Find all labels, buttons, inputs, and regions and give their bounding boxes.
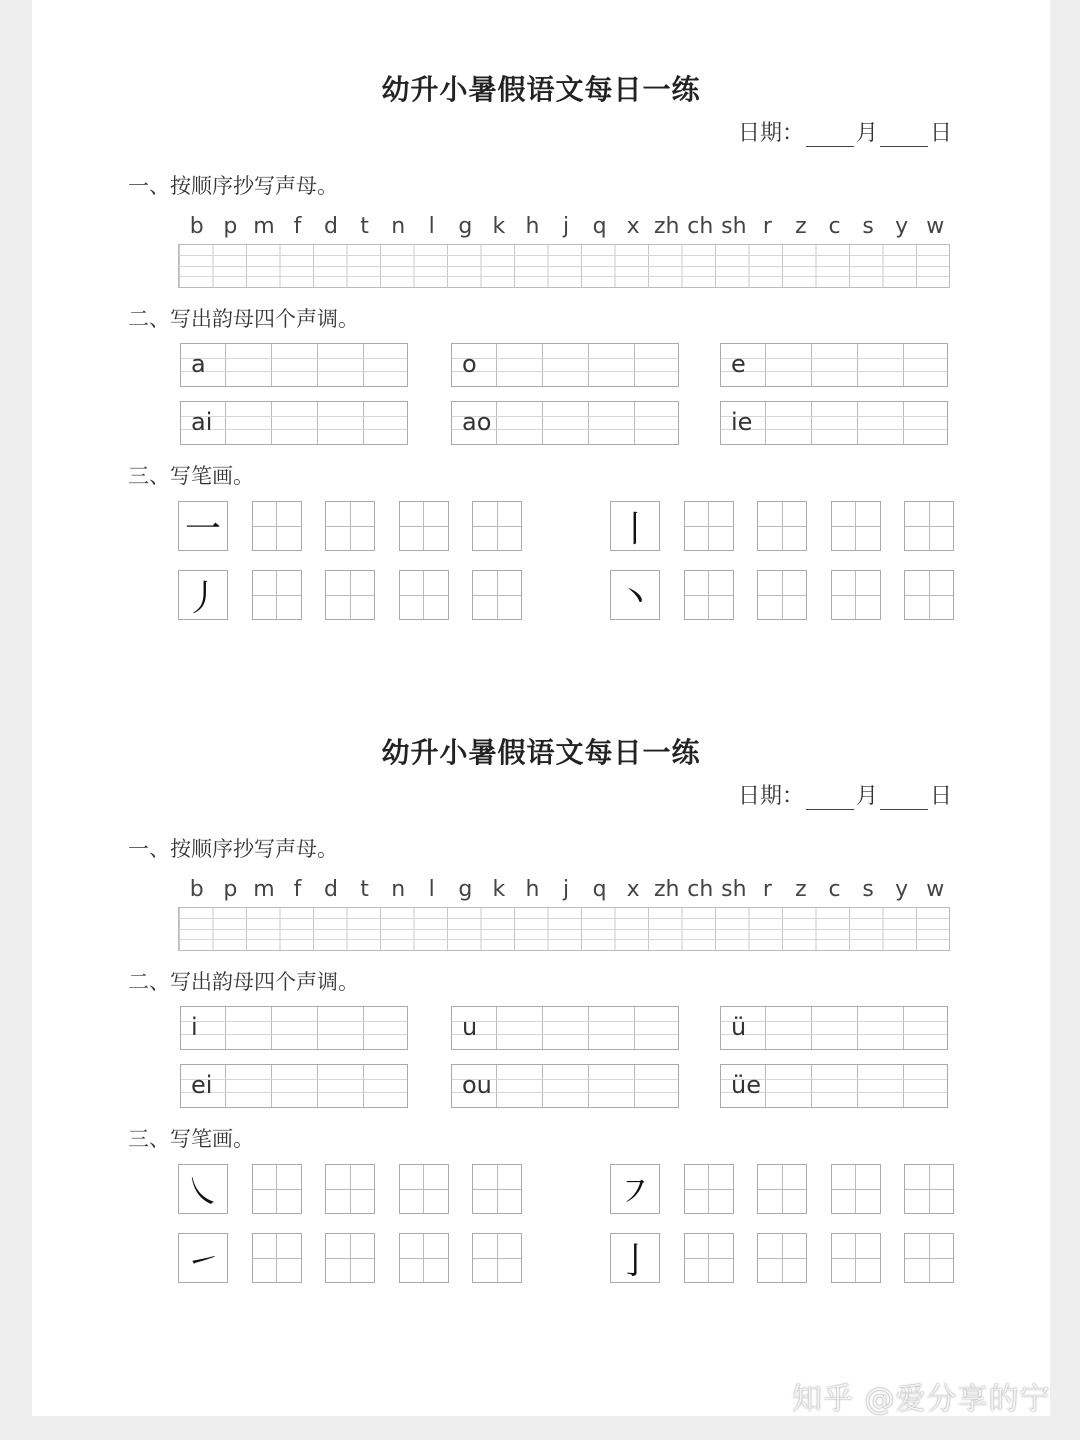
- section-2-title: 二、写出韵母四个声调。: [128, 307, 359, 331]
- vowel-label: ü: [731, 1013, 747, 1041]
- stroke-example-box: [178, 501, 228, 551]
- initial-letter: w: [926, 214, 945, 239]
- vowel-box: [180, 401, 408, 445]
- vowel-label: i: [191, 1013, 198, 1041]
- initial-letter: r: [762, 214, 772, 239]
- stroke-practice-box: [904, 570, 954, 620]
- stroke-example-box: [178, 1233, 228, 1283]
- stroke-practice-box: [325, 1164, 375, 1214]
- copy-grid: [178, 907, 950, 951]
- initial-letter: h: [525, 877, 540, 902]
- date-line: [738, 779, 952, 810]
- stroke-practice-box: [325, 501, 375, 551]
- vowel-label: ai: [191, 408, 213, 436]
- stroke-practice-box: [252, 1233, 302, 1283]
- stroke-practice-box: [252, 570, 302, 620]
- worksheet-2: [32, 663, 1050, 1323]
- vowel-box: [451, 1006, 679, 1050]
- stroke-glyph: ㇇: [616, 1171, 653, 1213]
- initial-letter: r: [762, 877, 772, 902]
- stroke-practice-box: [831, 570, 881, 620]
- stroke-practice-box: [399, 501, 449, 551]
- stroke-practice-box: [904, 501, 954, 551]
- stroke-practice-box: [472, 1164, 522, 1214]
- initial-letter: q: [592, 214, 607, 239]
- initial-letter: t: [360, 877, 369, 902]
- vowel-label: ei: [191, 1071, 213, 1099]
- section-3-title: 三、写笔画。: [128, 1127, 254, 1151]
- initial-letter: j: [562, 877, 570, 902]
- stroke-glyph: ㇏: [184, 1171, 221, 1213]
- initial-letter: y: [895, 214, 909, 239]
- vowel-label: ao: [462, 408, 492, 436]
- date-label: 日期：: [737, 121, 804, 146]
- stroke-glyph: ㇀: [184, 1240, 221, 1282]
- initial-letter: l: [428, 214, 435, 239]
- vowel-box: [720, 1006, 948, 1050]
- stroke-example-box: [610, 501, 660, 551]
- initial-letter: ch: [687, 877, 714, 902]
- initial-letter: s: [862, 877, 874, 902]
- vowel-label: a: [191, 350, 206, 378]
- initial-letter: n: [391, 877, 406, 902]
- vowel-box: [180, 1064, 408, 1108]
- stroke-glyph: 丨: [616, 508, 653, 550]
- stroke-practice-box: [472, 1233, 522, 1283]
- vowel-label: o: [462, 350, 477, 378]
- initial-letter: k: [492, 214, 506, 239]
- vowel-label: ou: [462, 1071, 492, 1099]
- initial-letter: ch: [687, 214, 714, 239]
- stroke-practice-box: [252, 1164, 302, 1214]
- stroke-practice-box: [757, 1233, 807, 1283]
- initial-letter: t: [360, 214, 369, 239]
- initial-letter: z: [795, 214, 807, 239]
- month-blank: [806, 124, 854, 147]
- vowel-label: u: [462, 1013, 478, 1041]
- section-1-title: 一、按顺序抄写声母。: [128, 174, 338, 198]
- stroke-glyph: 一: [184, 508, 221, 550]
- copy-grid: [178, 244, 950, 288]
- vowel-box: [451, 1064, 679, 1108]
- initial-letter: s: [862, 214, 874, 239]
- initial-letter: y: [895, 877, 909, 902]
- day-blank: [880, 124, 928, 147]
- stroke-practice-box: [472, 570, 522, 620]
- stroke-example-box: [610, 1233, 660, 1283]
- stroke-practice-box: [399, 1164, 449, 1214]
- section-3-title: 三、写笔画。: [128, 464, 254, 488]
- initial-letter: j: [562, 214, 570, 239]
- initials-row: [178, 873, 950, 907]
- day-blank: [880, 787, 928, 810]
- stroke-example-box: [178, 1164, 228, 1214]
- vowel-label: üe: [731, 1071, 761, 1099]
- vowel-box: [180, 1006, 408, 1050]
- stroke-practice-box: [472, 501, 522, 551]
- vowel-box: [720, 401, 948, 445]
- worksheet-title: 幼升小暑假语文每日一练: [381, 736, 701, 769]
- month-label: 月: [855, 121, 878, 146]
- stroke-practice-box: [684, 501, 734, 551]
- stroke-glyph: 亅: [616, 1240, 653, 1282]
- initial-letter: b: [189, 214, 204, 239]
- stroke-practice-box: [252, 501, 302, 551]
- initial-letter: c: [828, 877, 841, 902]
- stroke-practice-box: [684, 1233, 734, 1283]
- initial-letter: g: [458, 877, 473, 902]
- initial-letter: k: [492, 877, 506, 902]
- vowel-label: e: [731, 350, 746, 378]
- initial-letter: x: [626, 214, 640, 239]
- stroke-practice-box: [325, 570, 375, 620]
- date-line: [738, 116, 952, 147]
- initial-letter: d: [324, 877, 339, 902]
- initial-letter: zh: [653, 214, 680, 239]
- stroke-practice-box: [831, 1233, 881, 1283]
- month-blank: [806, 787, 854, 810]
- initial-letter: l: [428, 877, 435, 902]
- stroke-practice-box: [399, 570, 449, 620]
- initial-letter: h: [525, 214, 540, 239]
- stroke-practice-box: [757, 1164, 807, 1214]
- initials-row: [178, 210, 950, 244]
- initial-letter: p: [223, 214, 238, 239]
- stroke-practice-box: [325, 1233, 375, 1283]
- initial-letter: zh: [653, 877, 680, 902]
- initial-letter: b: [189, 877, 204, 902]
- stroke-practice-box: [757, 570, 807, 620]
- stroke-example-box: [610, 1164, 660, 1214]
- stroke-practice-box: [904, 1233, 954, 1283]
- vowel-box: [720, 343, 948, 387]
- initial-letter: m: [253, 877, 275, 902]
- vowel-box: [720, 1064, 948, 1108]
- vowel-box: [451, 343, 679, 387]
- section-1-title: 一、按顺序抄写声母。: [128, 837, 338, 861]
- stroke-practice-box: [684, 570, 734, 620]
- vowel-label: ie: [731, 408, 753, 436]
- day-label: 日: [929, 784, 952, 809]
- initial-letter: w: [926, 877, 945, 902]
- worksheet-1: [32, 0, 1050, 660]
- stroke-practice-box: [684, 1164, 734, 1214]
- month-label: 月: [855, 784, 878, 809]
- initial-letter: n: [391, 214, 406, 239]
- initial-letter: c: [828, 214, 841, 239]
- worksheet-title: 幼升小暑假语文每日一练: [381, 73, 701, 106]
- date-label: 日期：: [737, 784, 804, 809]
- worksheet-page: [32, 0, 1050, 1416]
- stroke-practice-box: [831, 501, 881, 551]
- initial-letter: f: [293, 214, 302, 239]
- initial-letter: p: [223, 877, 238, 902]
- vowel-box: [180, 343, 408, 387]
- stroke-practice-box: [831, 1164, 881, 1214]
- watermark: 知乎 @爱分享的宁: [792, 1382, 1051, 1417]
- stroke-example-box: [610, 570, 660, 620]
- initial-letter: g: [458, 214, 473, 239]
- initial-letter: q: [592, 877, 607, 902]
- stroke-practice-box: [399, 1233, 449, 1283]
- stroke-glyph: 丶: [616, 577, 653, 619]
- initial-letter: x: [626, 877, 640, 902]
- initial-letter: d: [324, 214, 339, 239]
- day-label: 日: [929, 121, 952, 146]
- initial-letter: sh: [721, 877, 747, 902]
- stroke-example-box: [178, 570, 228, 620]
- initial-letter: f: [293, 877, 302, 902]
- vowel-box: [451, 401, 679, 445]
- stroke-practice-box: [904, 1164, 954, 1214]
- stroke-glyph: 丿: [184, 577, 221, 619]
- initial-letter: sh: [721, 214, 747, 239]
- section-2-title: 二、写出韵母四个声调。: [128, 970, 359, 994]
- initial-letter: z: [795, 877, 807, 902]
- stroke-practice-box: [757, 501, 807, 551]
- initial-letter: m: [253, 214, 275, 239]
